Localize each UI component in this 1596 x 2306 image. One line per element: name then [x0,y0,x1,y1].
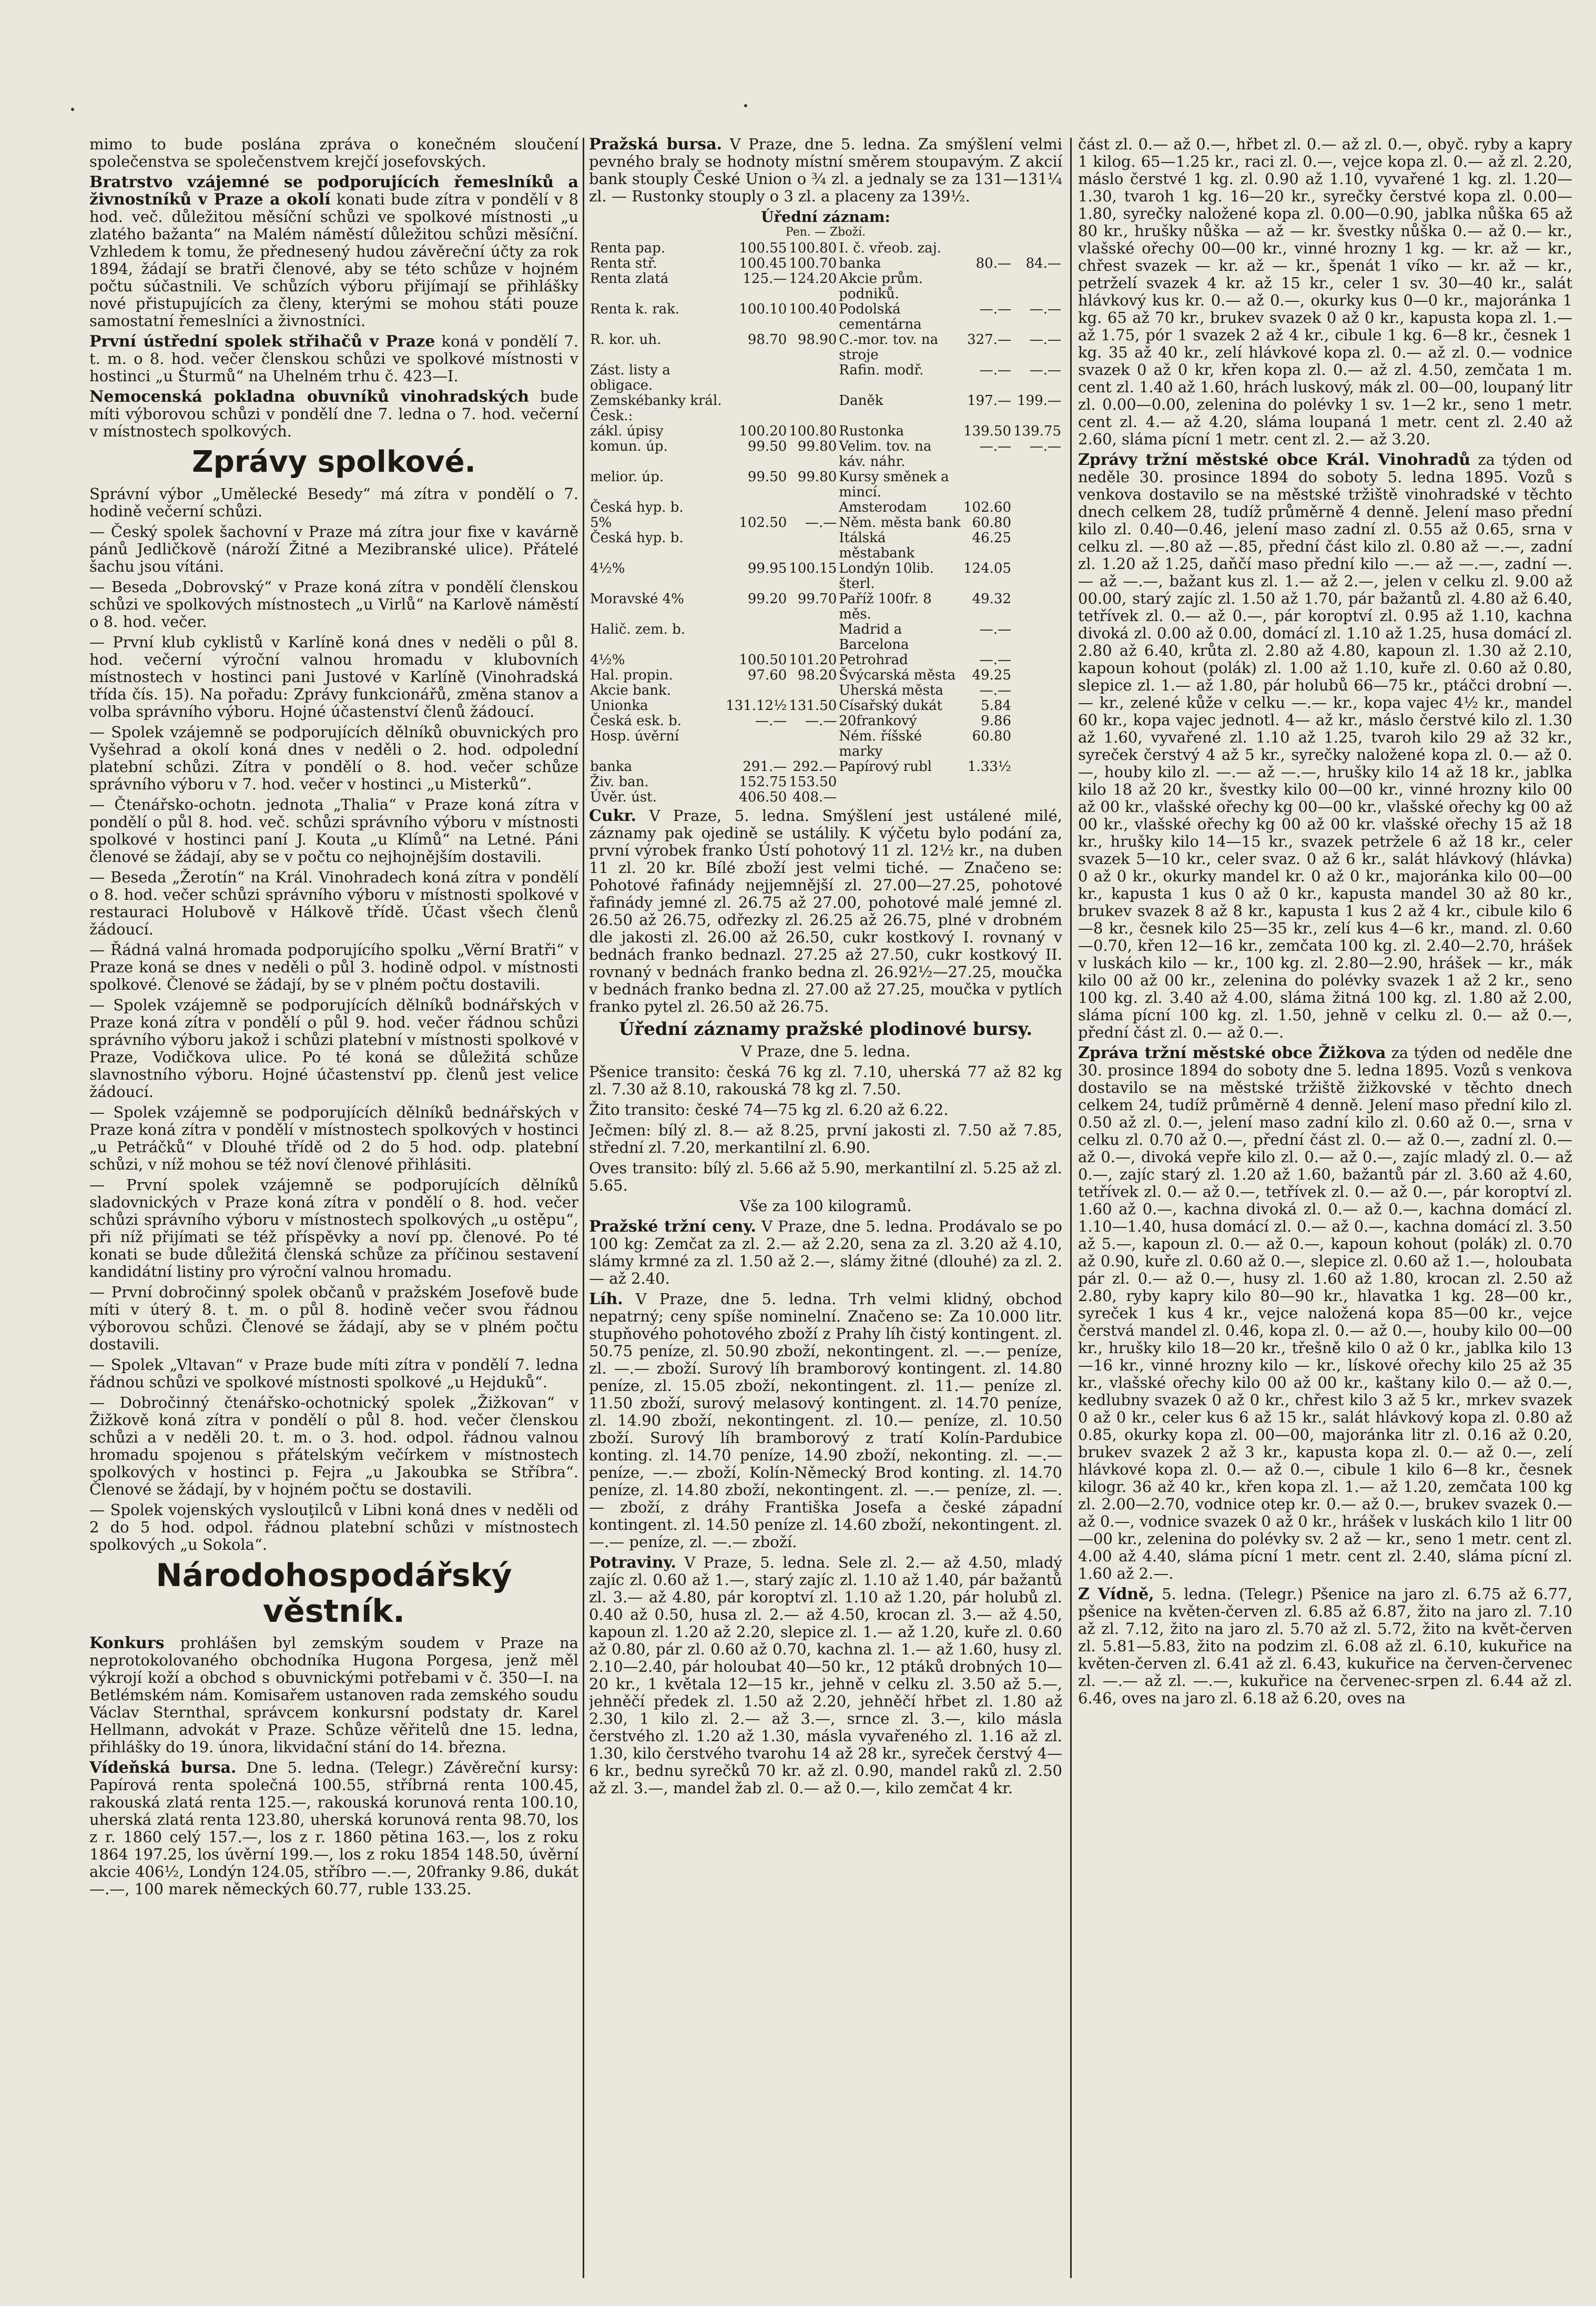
table-cell: Česká esk. b. [590,713,682,729]
table-cell: 101.20 [789,652,837,668]
table-cell: 100.20 [739,423,787,439]
paragraph: — Spolek vzájemně se podporujících dělníků bednářských v Praze koná zítra v pondělí v místnostech spolkových v hostinci „u Petráčků“ v Dlouhé třídě od 2 do 5 hod. odp. platební schůzi, v níž mohou se též noví členové přihlásiti. [89,1103,578,1173]
table-cell: 97.60 [747,667,787,683]
table-cell [1012,653,1062,668]
text: V Praze, dne 5. ledna. Za smýšlení velmi pevného braly se hodnoty místní směrem stoupavým. Z akcií bank stouply České Union o ¾ zl. a jednaly se za 131—131¼ zl. — Rustonky stouply o 3 zl. a placeny za 139½. [589,136,1062,205]
table-row [589,393,1062,424]
headline: Zpráva tržní městské obce Žižkova [1078,1044,1386,1062]
table-cell: Akcie prům. podniků. [839,271,923,302]
table-subheader: Pen. — Zboží. [785,226,866,239]
table-row [589,424,1062,439]
table-cell: Renta k. rak. [590,301,680,317]
table-cell: 100.80 [789,423,837,439]
paragraph [89,174,578,330]
table-cell [962,241,1012,256]
table-row [589,683,1062,698]
table-cell: 99.20 [747,591,787,607]
table-cell: Petrohrad [839,652,908,668]
table-cell [788,531,838,561]
table-cell: 9.86 [981,713,1011,729]
table-cell: 125.— [743,271,787,287]
table-cell: Londýn 10lib. šterl. [839,561,934,592]
table-cell: —.— [805,713,837,729]
table-cell [1012,729,1062,759]
table-cell: 100.55 [739,240,787,256]
table-cell: 124.20 [789,271,837,287]
table-row [589,363,1062,393]
table-cell: 49.25 [972,667,1011,683]
section-title: Národohospodářský věstník. [156,1557,512,1630]
text: bude míti výborovou schůzi v pondělí dne 7. ledna o 7. hod. večerní v místnostech spolkových. [89,388,578,440]
table-cell: Zást. listy a obligace. [590,362,670,393]
table-cell: 5% [590,515,612,531]
table-row [589,790,1062,805]
table-cell: banka [839,256,881,271]
table-cell: —.— [979,439,1011,454]
table-cell [788,363,838,393]
table-cell: —.— [805,515,837,531]
table-cell: 80.— [975,256,1011,271]
paragraph: — Beseda „Dobrovský“ v Praze koná zítra v pondělí členskou schůzi ve spolkových místnostech „u Virlů“ na Karlově náměstí o 8. hod. večer. [89,578,578,631]
text: V Praze, 5. ledna. Sele zl. 2.— až 4.50, mladý zajíc zl. 0.60 až 1.—, starý zajíc zl. 1.10 až 1.40, pár bažantů zl. 3.— až 4.80, pár koroptví zl. 1.10 až 1.20, pár holubů zl. 0.40 až 0.50, husa zl. 2.— až 4.50, krocan zl. 3.— až 4.50, kapoun zl. 1.20 až 2.20, slepice zl. 1.— až 1.20, kuře zl. 0.60 až 0.80, pár zl. 0.60 až 0.70, kachna zl. 1.— až 1.60, husy zl. 2.10—2.40, pár holoubat 40—50 kr., 12 ptáků drobných 10—20 kr., 1 květala 12—15 kr., jehně v celku zl. 3.50 až 5.—, jehněčí předek zl. 1.50 až 2.20, jehněčí hřbet zl. 1.80 až 2.30, 1 kilo zl. 2.— až 3.—, srnce zl. 3.—, kilo másla čerstvého zl. 1.20 až 1.30, másla vyvařeného zl. 1.16 až zl. 1.30, kilo čerstvého tvarohu 14 až 28 kr., syreček čerstvý 4—6 kr., bednu syrečků 70 kr. až zl. 0.90, mandel raků zl. 2.50 až zl. 3.—, mandel žab zl. 0.— až 0.—, kilo zemčat 4 kr. [589,1553,1062,1797]
paragraph: — Beseda „Žerotín“ na Král. Vinohradech koná zítra v pondělí o 8. hod. večer schůzi správního výboru v místnosti spolkové v restauraci Holubově v Hálkově třídě. Účast všech členů žádoucí. [89,868,578,938]
paragraph: — Spolek „Vltavan“ v Praze bude míti zítra v pondělí 7. ledna řádnou schůzi ve spolkové místnosti spolkové „u Hejduků“. [89,1356,578,1391]
table-cell: —.— [979,362,1011,378]
paragraph: Pšenice transito: česká 76 kg zl. 7.10, uherská 77 až 82 kg zl. 7.30 až 8.10, rakouská 78 kg zl. 7.50. [589,1063,1062,1098]
table-cell: Amsterodam [839,500,927,515]
table-cell: 4½% [590,561,625,576]
table-cell [788,622,838,653]
table-cell: 100.50 [739,652,787,668]
table-cell: Rustonka [839,423,904,439]
table-cell [1012,241,1062,256]
table-cell: Daněk [839,393,883,409]
table-cell [1012,668,1062,683]
table-cell: 98.90 [797,332,837,348]
column-1 [89,136,578,2281]
table-cell [1012,683,1062,698]
table-cell: —.— [755,713,787,729]
table-cell: 100.15 [789,561,837,576]
table-cell [1012,592,1062,622]
table-cell: —.— [979,652,1011,668]
headline: Pražské tržní ceny. [589,1217,756,1236]
table-cell: Císařský dukát [839,698,942,714]
headline: Konkurs [89,1634,165,1652]
paragraph: — Řádná valná hromada podporujícího spolku „Věrní Bratři“ v Praze koná se dnes v neděli o půl 3. hodině odpol. v místnosti spolkové. Členové se žádají, by se v plném počtu dostavili. [89,941,578,993]
paragraph: — Český spolek šachovní v Praze má zítra jour fixe v kavárně pánů Jedličkově (nároží Žitné a Mezibranské ulice). Přátelé šachu jsou vítáni. [89,523,578,575]
table-row [589,470,1062,500]
table-cell: Hal. propin. [590,667,673,683]
table-cell [962,470,1012,500]
table-row [589,241,1062,256]
table-cell [1012,271,1062,302]
table-cell: 60.80 [972,515,1011,531]
table-cell [1012,500,1062,515]
table-cell [788,729,838,759]
table-cell [1012,561,1062,592]
table-cell: 102.50 [739,515,787,531]
table-cell: —.— [979,622,1011,637]
table-cell: 60.80 [972,728,1011,744]
table-cell [1012,515,1062,531]
headline: Pražská bursa. [589,136,723,154]
table-cell: R. kor. uh. [590,332,662,348]
table-cell: 84.— [1025,256,1061,271]
table-cell: Unionka [590,698,648,714]
table-cell: Halič. zem. b. [590,622,686,637]
table-cell: 100.80 [789,240,837,256]
table-row [589,500,1062,515]
table-cell: Renta stř. [590,256,657,271]
table-cell: 100.40 [789,301,837,317]
paragraph: Správní výbor „Umělecké Besedy“ má zítra v pondělí o 7. hodině večerní schůzi. [89,485,578,520]
text: za týden od neděle 30. prosince 1894 do soboty 5. ledna 1895. Vozů s venkova dostavilo se na městské tržiště vinohradské v těchto dnech celkem 28, tudíž průměrně 4 denně. Jelení maso přední kilo zl. 0.40—0.46, jelení maso zadní zl. 0.55 až 0.65, srna v celku zl. —.80 až —.85, přední část kilo zl. 0.80 až —.—, zadní zl. 1.20 až 1.25, daňčí maso přední kilo —.— až —.—, zadní —.— až —.—, bažant kus zl. 1.— až 2.—, jelen v celku zl. 9.00 až 00.00, starý zajíc zl. 1.50 až 1.70, pár bažantů zl. 4.80 až 6.40, tetřívek zl. 0.— až 0.—, pár koroptví zl. 0.95 až 1.10, kachna divoká zl. 0.00 až 0.00, domácí zl. 1.10 až 1.25, husa domácí zl. 2.80 až 6.40, krůta zl. 2.80 až 4.80, kapoun zl. 1.30 až 2.10, kapoun kohout (polák) zl. 1.00 až 1.10, kuře zl. 0.60 až 0.80, slepice zl. 1.— až 1.80, pár holubů 66—75 kr., ptáčci drobní —.— kr., zelené kůže v celku —.— kr., kopa vajec 4½ kr., mandel 60 kr., kopa vajec jednotl. 4— až kr., máslo čerstvé kilo zl. 1.30 až 1.60, vyvařené zl. 1.10 až 1.25, tvaroh kilo 29 až 32 kr., syreček čerstvý 4 až 5 kr., syrečky naložené kopa zl. 0.— až 0.—, houby kilo zl. —.— až —.—, hrušky kilo 14 až 18 kr., jablka kilo 18 až 20 kr., švestky kilo 00—00 kr., vinné hrozny kilo 00 až 00 kr., vlašské ořechy kg 00—00 kr., vlašské ořechy kg 00 až 00 kr., vlašské ořechy kg 00 až 00 kr. vlašské ořechy 15 až 18 kr., hrušky kilo 14—15 kr., svazek petržele 6 až 18 kr., celer svazek 5—10 kr., celer svaz. 0 až 6 kr., salát hlávkový (hlávka) 0 až 0 kr., okurky mandel kr. 0 až 0 kr., majoránka kilo 00—00 kr., kapusta 1 kus 0 až 0 kr., kapusta mandel 30 až 80 kr., brukev svazek 8 až 8 kr., kapusta 1 kus 2 až 4 kr., cibule kilo 6—8 kr., česnek kilo 25—35 kr., zelí kus 4—6 kr., mand. zl. 0.60—0.70, křen 12—16 kr., zemčata 100 kg. zl. 2.40—2.70, hrášek v luskách kilo — kr., 100 kg. zl. 2.80—2.90, hrášek — kr., mák kilo 00 až 00 kr., zelenina do polévky svazek 1 až 2 kr., seno 100 kg. zl. 3.40 až 4.00, sláma žitná 100 kg. zl. 1.80 až 2.00, sláma pícní 100 kg. zl. 1.50, jehně v celku zl. 0.— až 0.—, přední část zl. 0.— až 0.—. [1078,451,1572,1041]
section-title: Úřední záznamy pražské plodinové bursy. [618,1019,1033,1040]
table-cell: 197.— [967,393,1011,409]
table-cell: 406.50 [739,789,787,805]
table-cell: Renta zlatá [590,271,669,287]
print-speck [71,108,74,111]
table-cell [1012,759,1062,775]
table-cell [788,500,838,515]
table-cell [962,271,1012,302]
table-cell: 408.— [792,789,837,805]
table-row [589,698,1062,714]
table-cell: Uherská města [839,683,943,698]
table-cell [838,790,962,805]
table-row [589,729,1062,759]
table-cell: —.— [979,301,1011,317]
table-cell: Madrid a Barcelona [839,622,909,653]
table-cell: 199.— [1017,393,1061,409]
table-cell: 131.12½ [726,698,787,714]
table-cell: Česká hyp. b. [590,500,684,515]
table-cell [1012,714,1062,729]
table-row [589,302,1062,332]
text: V Praze, dne 5. ledna. Prodávalo se po 100 kg: Zemčat za zl. 2.— až 2.20, sena za zl. 3.20 až 4.10, slámy krmné za zl. 1.50 až 2.—, slámy žitné (dlouhé) za zl. 2.— až 2.40. [589,1217,1062,1287]
table-cell: 5.84 [981,698,1011,714]
table-cell [725,531,788,561]
table-cell: Zemskébanky král. Česk.: [590,393,722,424]
table-row [589,439,1062,470]
text: Dne 5. ledna. (Telegr.) Závěreční kursy: Papírová renta společná 100.55, stříbrná renta 100.45, rakouská zlatá renta 125.—, rakouská korunová renta 100.10, uherská zlatá renta 123.80, uherská korunová renta 98.70, los z r. 1860 celý 157.—, los z r. 1860 pětina 163.—, los z roku 1864 197.25, los úvěrní 199.—, los z roku 1854 148.50, úvěrní akcie 406½, Londýn 124.05, stříbro —.—, 20franky 9.86, dukát —.—, 100 marek německých 60.77, ruble 133.25. [89,1759,578,1898]
table-row [589,561,1062,592]
bourse-table [589,241,1062,805]
table-cell: 1.33½ [967,759,1011,775]
table-cell: —.— [1029,362,1061,378]
table-row [589,759,1062,775]
text: koná v pondělí 7. t. m. o 8. hod. večer členskou schůzi ve spolkové místnosti v hostinci „u Šturmů“ na Uhelném trhu č. 423—I. [89,332,578,385]
text: prohlášen byl zemským soudem v Praze na neprotokolovaného obchodníka Hugona Porgesa, jenž měl výkrojí koží a obchod s obuvnickými potřebami v č. 350—I. na Betlémském nám. Komisařem ustanoven rada zemského soudu Václav Sternthal, správcem konkursní podstaty dr. Karel Hellmann, advokát v Praze. Schůze věřitelů dne 15. ledna, přihlášky do 19. února, likvidační stání do 14. března. [89,1634,578,1756]
paragraph: část zl. 0.— až 0.—, hřbet zl. 0.— až zl. 0.—, obyč. ryby a kapry 1 kilog. 65—1.25 kr., raci zl. 0.—, vejce kopa zl. 0.— až zl. 2.20, máslo čerstvé 1 kg. zl. 0.90 až 1.10, vyvařené 1 kg. zl. 1.20—1.30, tvaroh 1 kg. 16—20 kr., syrečky čerstvé kopa zl. 0.00—1.80, syrečky naložené kopa zl. 0.00—0.90, jablka nůška 65 až 80 kr., hrušky nůška — až — kr. švestky nůška 0.— až 0.— kr., vlašské ořechy 00—00 kr., vinné hrozny 1 kg. — kr. až — kr., chřest svazek — kr. až — kr., špenát 1 víko — kr. až — kr., petrželí svazek 4 kr. až 15 kr., celer 1 sv. 30—40 kr., salát hlávkový kus kr. 0.— až 0.—, okurky kus 0—0 kr., majoránka 1 kg. 65 až 70 kr., brukev svazek 0 až 0 kr., kapusta kopa zl. 1.— až 1.75, pór 1 svazek 2 až 4 kr., cibule 1 kg. 6—8 kr., česnek 1 kg. 35 až 40 kr., zelí hlávkové kopa zl. 0.— až zl. 0.— vodnice svazek 0 až 0 kr, křen kopa zl. 0.— až zl. 4.50, zemčata 1 m. cent zl. 1.40 až 1.60, hrách luskový, mák zl. 00—00, loupaný litr zl. 0.00—0.00, zelenina do polévky 1 sv. 1—2 kr., seno 1 metr. cent zl. 4.— až 4.20, sláma loupaná 1 metr. cent zl. 2.40 až 2.60, sláma pícní 1 metr. cent zl. 2.— až 3.20. [1078,136,1572,448]
table-cell: Podolská cementárna [839,301,922,332]
text: V Praze, dne 5. ledna. Trh velmi klidný, obchod nepatrný; ceny spíše nominelní. Značeno se: Za 10.000 litr. stupňového pohotového zboží z Prahy líh čistý kontingent. zl. 50.75 peníze, zl. 50.90 zboží, nekontingent. zl. —.— peníze, zl. —.— zboží. Surový líh bramborový kontingent. zl. 14.80 peníze, zl. 15.05 zboží, nekontingent. zl. 11.— peníze zl. 11.50 zboží, surový melasový kontingent. zl. 14.70 peníze, zl. 14.90 zboží, nekontingent. zl. 10.— peníze, zl. 10.50 zboží. Surový líh bramborový z tratí Kolín-Pardubice konting. zl. 14.70 peníze, 14.90 zboží, nekonting. zl. —.— peníze, —.— zboží, Kolín-Německý Brod konting. zl. 14.70 peníze, zl. 14.80 zboží, nekontingent. zl. —.— peníze, zl. —.— zboží, z dráhy Františka Josefa a české západní kontingent. zl. 14.50 peníze zl. 14.60 zboží, nekontingent. zl. —.— peníze, zl. —.— zboží. [589,1290,1062,1551]
headline: Líh. [589,1290,623,1308]
table-cell: 99.95 [747,561,787,576]
table-cell: Švýcarská města [839,667,956,683]
table-row [589,714,1062,729]
paragraph [589,136,1062,205]
table-cell: Velim. tov. na káv. náhr. [839,439,932,470]
table-cell [838,775,962,790]
table-cell [725,622,788,653]
table-cell: Česká hyp. b. [590,530,684,546]
paragraph: — Spolek vojenských vyslouţilců v Libni koná dnes v neděli od 2 do 5 hod. odpol. řádnou platební schůzi v místnostech spolkových „u Sokola“. [89,1501,578,1553]
table-cell: 99.50 [747,439,787,454]
table-cell: I. č. vřeob. zaj. [839,240,942,256]
table-cell: melior. úp. [590,469,664,485]
table-cell: 46.25 [972,530,1011,546]
table-cell: Živ. ban. [590,774,649,790]
paragraph [89,1634,578,1756]
dateline: V Praze, dne 5. ledna. [740,1042,911,1060]
table-cell: Ném. říšské marky [839,728,922,759]
table-cell: Paříž 100fr. 8 měs. [839,591,932,622]
text: za týden od neděle dne 30. prosince 1894 do soboty dne 5. ledna 1895. Vozů s venkova dostavilo se na městské tržiště žižkovské v těchto dnech celkem 24, tudíž průměrně 4 denně. Jelení maso přední kilo zl. 0.50 až zl. 0.—, jelení maso zadní kilo zl. 0.60 až 0.—, srna v celku zl. 0.70 až 0.—, přední část zl. 0.— až 0.—, zadní zl. 0.— až 0.—, divoká vepře kilo zl. 0.— až 0.—, zajíc mladý zl. 0.— až 0.—, zajíc starý zl. 1.20 až 1.60, bažantů pár zl. 3.60 až 4.60, tetřívek zl. 0.— až 0.—, tetřívek zl. 0.— až 0.—, pár koroptví zl. 1.60 až 0.—, kachna divoká zl. 0.— až 0.—, kachna domácí zl. 1.10—1.40, husa domácí zl. 0.— až 0.—, kachna domácí zl. 3.50 až 5.—, kapoun zl. 0.— až 0.—, kapoun kohout (polák) zl. 0.70 až 0.90, kuře zl. 0.60 až 0.—, slepice zl. 0.60 až 1.—, holoubata pár zl. 0.— až 0.—, husy zl. 1.60 až 1.80, krocan zl. 2.50 až 2.80, ryby kapry kilo 80—90 kr., hlavatka 1 kg. 28—00 kr., syreček 1 kus 4 kr., vejce naložená kopa 85—00 kr., vejce čerstvá mandel zl. 0.46, kopa zl. 0.— až 0.—, houby kilo 00—00 kr., hrušky kilo 18—20 kr., třešně kilo 0 až 0 kr., jablka kilo 13—16 kr., vinné hrozny kilo — kr., lískové ořechy kilo 25 až 35 kr., vlašské ořechy kilo 00 až 00 kr., kaštany kilo 0.— až 0.—, kedlubny svazek 0 až 0 kr., chřest kilo 3 až 5 kr., mrkev svazek 0 až 0 kr., celer kus 6 až 15 kr., salát hlávkový kopa zl. 0.80 až 0.85, okurky kopa zl. 00—00, majoránka litr zl. 0.16 až 0.20, brukev svazek 2 až 3 kr., kapusta kopa zl. 0.— až 0.—, zelí hlávkové kopa zl. 0.— až 0.—, cibule 1 kilo 6—8 kr., česnek kilogr. 36 až 40 kr., křen kopa zl. 1.— až 1.20, zemčata 100 kg zl. 2.00—2.70, vodnice otep kr. 0.— až 0.—, brukev svazek 0.— až 0.—, vodnice svazek 0 až 0 kr., hrášek v luskách kilo 1 litr 00—00 kr., zelenina do polévky sv. 2 až — kr., seno 1 metr. cent zl. 4.00 až 4.40, sláma pícní 1 metr. cent zl. 2.40, sláma pícní zl. 1.60 až 2.—. [1078,1044,1572,1582]
table-cell [725,393,788,424]
paragraph: — První klub cyklistů v Karlíně koná dnes v neděli o půl 8. hod. večerní výroční valnou hromadu v klubovních místnostech v hostinci pani Justové v Karlíně (Vinohradská třída čís. 15). Na pořadu: Zprávy funkcionářů, změna stanov a volba správního výboru. Hojné účastenství členů žádoucí. [89,633,578,720]
table-row [589,256,1062,271]
paragraph [589,1554,1062,1797]
table-cell: 99.50 [747,469,787,485]
table-cell: 99.80 [797,439,837,454]
table-cell: 153.50 [789,774,837,790]
section-title: Zprávy spolkové. [192,445,476,479]
table-cell [962,790,1012,805]
headline: Potraviny. [589,1553,676,1572]
table-cell: 100.70 [789,256,837,271]
table-row [589,531,1062,561]
column-rule [1070,138,1072,2278]
table-row [589,653,1062,668]
paragraph [1078,1586,1572,1707]
paragraph [589,807,1062,1015]
paragraph: mimo to bude poslána zpráva o konečném sloučení společenstva se společenstvem krejčí josefovských. [89,136,578,170]
table-cell: 4½% [590,652,625,668]
table-cell: Itálská městabank [839,530,915,561]
table-cell [1012,470,1062,500]
table-cell: Akcie bank. [590,683,671,698]
table-cell [725,500,788,515]
paragraph [89,333,578,385]
headline: První ústřední spolek střihačů v Praze [89,332,435,351]
table-cell: 327.— [967,332,1011,348]
paragraph [589,1218,1062,1287]
print-speck [744,104,747,107]
table-cell: —.— [1029,332,1061,348]
paragraph: — První spolek vzájemně se podporujících dělníků sladovnických v Praze koná zítra v pondělí o 8. hod. večer schůzi správního výboru v místnostech spolkových „u ostěpu“, při níž přijímati se též příspěvky a noví pp. členové. Po té konati se bude důležitá členská schůze za příčinou sestavení kandidátní listiny pro výroční valnou hromadu. [89,1176,578,1281]
column-2 [589,136,1062,2281]
table-cell: komun. úp. [590,439,668,454]
table-cell: 100.10 [739,301,787,317]
table-cell: Kursy směnek a mincí. [839,469,949,500]
table-cell [725,363,788,393]
table-cell [1012,698,1062,714]
paragraph: — První dobročinný spolek občanů v pražském Josefově bude míti v úterý 8. t. m. o půl 8. hodině večer svou řádnou výborovou schůzi. Členové se žádají, aby se v plném počtu dostavili. [89,1283,578,1353]
table-row [589,775,1062,790]
table-row [589,515,1062,531]
table-cell [788,683,838,698]
table-cell: —.— [1029,301,1061,317]
paragraph [1078,451,1572,1041]
table-cell [1012,622,1062,653]
paragraph: — Dobročinný čtenářsko-ochotnický spolek „Žižkovan“ v Žižkově koná zítra v pondělí o půl 8. hod. večer členskou schůzi a v neděli 20. t. m. o 3. hod. odpol. řádnou valnou hromadu spojenou s přátelským večírkem v místnostech spolkových v hostinci p. Fejra „u Jakoubka se Stříbra“. Členové se žádají, by v hojném počtu se dostavili. [89,1394,578,1498]
headline: Z Vídně, [1078,1585,1154,1603]
note: Vše za 100 kilogramů. [739,1197,912,1215]
table-title: Úřední záznam: [761,208,890,226]
column-rule [583,138,584,2278]
paragraph: Ječmen: bílý zl. 8.— až 8.25, první jakosti zl. 7.50 až 7.85, střední zl. 7.20, merkantilní zl. 6.90. [589,1121,1062,1156]
table-cell: 131.50 [789,698,837,714]
table-cell [788,393,838,424]
paragraph [89,1759,578,1898]
table-cell [1012,775,1062,790]
table-cell: 98.20 [797,667,837,683]
text: V Praze, 5. ledna. Smýšlení jest ustálené milé, záznamy pak ojedině se ustálily. K výčetu bylo podání za, první výrobek franko Ústí pohotový 11 zl. 12½ kr., na duben 11 zl. 20 kr. Bílé zboží jest velmi tiché. — Značeno se: Pohotové řafinády nejjemnější zl. 27.00—27.25, pohotové řafinády jemné zl. 26.75 až 27.00, pohotové malé jemné zl. 26.50 až 26.75, odřezky zl. 26.25 až 26.75, plné v drobném dle jakosti zl. 26.00 až 26.50, cukr kostkový I. rovnaný v bednách franko bednazl. 27.25 až 27.50, cukr kostkový II. rovnaný v bednách franko bedna zl. 26.92½—27.25, moučka v bednách franko bedna zl. 27.00 až 27.25, moučka v pytlích franko pytel zl. 26.50 až 26.75. [589,807,1062,1015]
table-cell: 124.05 [963,561,1011,576]
paragraph [1078,1044,1572,1582]
table-cell: Moravské 4% [590,591,684,607]
table-cell: 139.75 [1013,423,1061,439]
table-cell: 139.50 [963,423,1011,439]
table-cell [962,775,1012,790]
table-cell: 102.60 [963,500,1011,515]
table-cell: 152.75 [739,774,787,790]
table-cell: Úvěr. úst. [590,789,657,805]
table-cell: C.-mor. tov. na stroje [839,332,939,363]
table-cell: 99.80 [797,469,837,485]
table-cell: zákl. úpisy [590,423,664,439]
paragraph: — Spolek vzájemně se podporujících dělníků obuvnických pro Vyšehrad a okolí koná dnes v neděli o 2. hod. odpolední platební schůzi. Zítra v pondělí o 8. hod. večer schůze správního výboru v 7. hod. večer v hostinci „u Misterků“. [89,723,578,793]
headline: Cukr. [589,807,636,825]
table-cell [1012,531,1062,561]
table-cell: 20frankový [839,713,917,729]
paragraph: — Čtenářsko-ochotn. jednota „Thalia“ v Praze koná zítra v pondělí o půl 8. hod. več. schůzi správního výboru v místnosti spolkové v hostinci paní J. Kouta „u Klímů“ na Letné. Páni členové se žádají, aby se v počtu co nejhojnějším dostavili. [89,796,578,866]
table-cell: Papírový rubl [839,759,932,775]
table-row [589,271,1062,302]
table-cell: Renta pap. [590,240,665,256]
headline: Zprávy tržní městské obce Král. Vinohradů [1078,451,1471,469]
table-cell: 98.70 [747,332,787,348]
paragraph: Oves transito: bílý zl. 5.66 až 5.90, merkantilní zl. 5.25 až zl. 5.65. [589,1159,1062,1194]
paragraph [589,1291,1062,1551]
table-cell: —.— [979,683,1011,698]
text: 5. ledna. (Telegr.) Pšenice na jaro zl. 6.75 až 6.77, pšenice na květen-červen zl. 6.85 až 6.87, žito na jaro zl. 7.10 až zl. 7.12, žito na jaro zl. 5.70 až zl. 5.72, žito na květ-červen zl. 5.81—5.83, žito na podzim zl. 6.08 až zl. 6.10, kukuřice na květen-červen zl. 6.41 až zl. 6.43, kukuřice na červen-červenec zl. —.— až zl. —.—, kukuřice na červenec-srpen zl. 6.44 až zl. 6.46, oves na jaro zl. 6.18 až 6.20, oves na [1078,1585,1572,1707]
headline: Bratrstvo vzájemné se podporujících řemeslníků a živnostníků v Praze a okolí [89,173,578,209]
table-row [589,332,1062,363]
headline: Nemocenská pokladna obuvníků vinohradských [89,388,530,406]
table-cell: banka [590,759,633,775]
table-cell: Hosp. úvěrní [590,728,679,744]
table-cell [1012,790,1062,805]
table-cell: Rafin. modř. [839,362,924,378]
table-cell [725,683,788,698]
table-cell: 291.— [743,759,787,775]
table-cell: Něm. města bank [839,515,961,531]
table-cell: 292.— [792,759,837,775]
table-cell: 99.70 [797,591,837,607]
table-cell: 49.32 [972,591,1011,607]
table-cell [725,729,788,759]
table-row [589,592,1062,622]
headline: Vídeňská bursa. [89,1759,237,1777]
column-3 [1078,136,1572,2281]
table-row [589,668,1062,683]
table-cell: —.— [1029,439,1061,454]
table-cell: 100.45 [739,256,787,271]
text: konati bude zítra v pondělí v 8 hod. več. důležitou měsíční schůzi ve spolkové místnosti „u zlatého bažanta“ na Malém náměstí důležitou schůzi měsíční. Vzhledem k tomu, že přednesený hudou závěreční účty za rok 1894, žádají se bratři členové, aby se této schůze v hojném počtu súčastnili. Ve schůzích výboru přijímají se přihlášky nové přistupujících za členy, kterými se mohou státi pouze samostatní řemeslníci a živnostníci. [89,190,578,330]
paragraph [89,388,578,440]
table-row [589,622,1062,653]
paragraph: — Spolek vzájemně se podporujících dělníků bodnářských v Praze koná zítra v pondělí o půl 9. hod. večer řádnou schůzi správního výboru jakož i schůzi platební v místnosti spolkové v Praze, Vodičkova ulice. Po té koná se důležitá schůze slavnostního výboru. Hojné účastenství pp. členů jest velice žádoucí. [89,996,578,1101]
paragraph: Žito transito: české 74—75 kg zl. 6.20 až 6.22. [589,1101,949,1119]
